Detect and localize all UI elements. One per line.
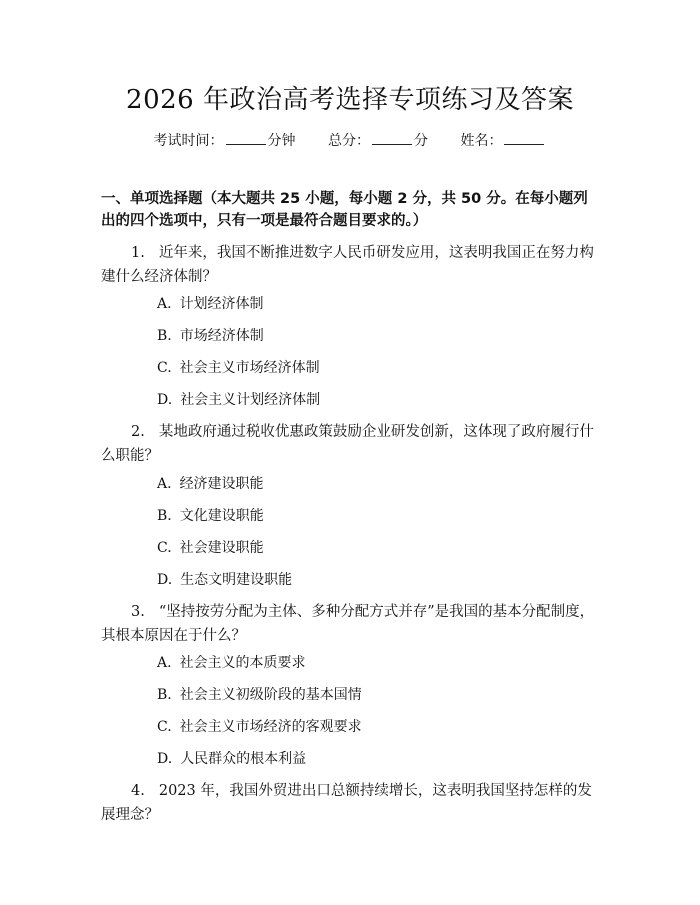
document-title: 2026 年政治高考选择专项练习及答案: [126, 85, 574, 115]
question-number: 4.: [131, 783, 145, 799]
option-letter: D.: [157, 572, 173, 588]
option-letter: D.: [157, 392, 173, 408]
option-letter: B.: [157, 687, 172, 703]
option-text: 社会建设职能: [179, 540, 264, 556]
option-letter: C.: [157, 719, 172, 735]
total-score-unit: 分: [414, 133, 428, 149]
question-2-option-a: [157, 474, 264, 494]
question-3-option-d: [157, 749, 306, 769]
option-text: 市场经济体制: [179, 328, 264, 344]
student-name-field: [460, 131, 546, 151]
option-letter: C.: [157, 360, 172, 376]
option-text: 生态文明建设职能: [180, 572, 293, 588]
exam-time-label: 考试时间：: [153, 133, 224, 149]
question-1-option-c: [157, 358, 320, 378]
option-text: 文化建设职能: [179, 508, 264, 524]
exam-time-field: [154, 131, 296, 151]
option-text: 经济建设职能: [179, 476, 264, 492]
question-1: [101, 241, 601, 289]
option-letter: B.: [157, 508, 172, 524]
question-number: 2.: [131, 424, 145, 440]
option-letter: C.: [157, 540, 172, 556]
question-4: [101, 779, 601, 827]
question-number: 1.: [131, 245, 145, 261]
question-3: [101, 600, 601, 648]
option-text: 社会主义计划经济体制: [180, 392, 321, 408]
student-name-label: 姓名：: [460, 133, 503, 149]
question-text: 某地政府通过税收优惠政策鼓励企业研发创新，这体现了政府履行什么职能？: [101, 424, 594, 464]
option-letter: D.: [157, 751, 173, 767]
question-3-option-b: [157, 685, 362, 705]
question-1-option-a: [157, 294, 264, 314]
question-2-option-b: [157, 506, 264, 526]
option-text: 社会主义市场经济体制: [179, 360, 320, 376]
question-3-option-a: [157, 653, 306, 673]
exam-time-unit: 分钟: [267, 133, 296, 149]
option-letter: A.: [157, 476, 172, 492]
total-score-field: [328, 131, 428, 151]
question-2: [101, 420, 601, 468]
question-text: 2023 年，我国外贸进出口总额持续增长，这表明我国坚持怎样的发展理念？: [101, 783, 592, 823]
question-1-option-d: [157, 390, 320, 410]
student-name-blank: [504, 132, 544, 145]
option-text: 社会主义的本质要求: [179, 655, 306, 671]
question-text: 近年来，我国不断推进数字人民币研发应用，这表明我国正在努力构建什么经济体制？: [101, 245, 594, 285]
option-letter: A.: [157, 655, 172, 671]
section-heading: 一、单项选择题（本大题共 25 小题，每小题 2 分，共 50 分。在每小题列出的四个选项中，只有一项是最符合题目要求的。）: [101, 191, 588, 229]
option-letter: A.: [157, 296, 172, 312]
option-text: 社会主义初级阶段的基本国情: [179, 687, 362, 703]
question-text: “坚持按劳分配为主体、多种分配方式并存”是我国的基本分配制度，其根本原因在于什么？: [101, 604, 595, 644]
total-score-blank: [372, 132, 412, 145]
total-score-label: 总分：: [328, 133, 370, 149]
question-number: 3.: [131, 604, 145, 620]
option-text: 人民群众的根本利益: [180, 751, 307, 767]
question-2-option-d: [157, 570, 292, 590]
question-1-option-b: [157, 326, 264, 346]
question-2-option-c: [157, 538, 264, 558]
option-text: 社会主义市场经济的客观要求: [179, 719, 362, 735]
question-3-option-c: [157, 717, 362, 737]
option-letter: B.: [157, 328, 172, 344]
option-text: 计划经济体制: [179, 296, 264, 312]
exam-time-blank: [226, 132, 266, 145]
exam-info-row: [0, 131, 700, 151]
